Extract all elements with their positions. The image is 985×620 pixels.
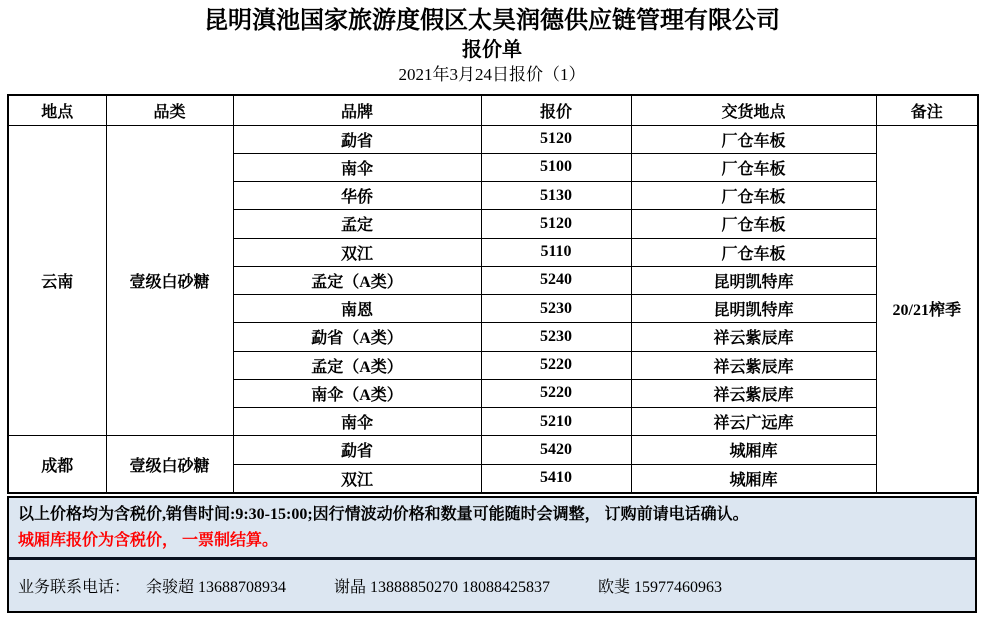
price-cell: 5420 bbox=[481, 436, 631, 464]
contact-entry: 欧斐 15977460963 bbox=[598, 579, 723, 596]
price-cell: 5230 bbox=[481, 295, 631, 323]
note-line-1: 以上价格均为含税价,销售时间:9:30-15:00;因行情波动价格和数量可能随时会调整， 订购前请电话确认。 bbox=[18, 506, 749, 523]
price-cell: 5220 bbox=[481, 379, 631, 407]
brand-cell: 华侨 bbox=[233, 182, 481, 210]
delivery-cell: 厂仓车板 bbox=[631, 153, 876, 181]
delivery-cell: 祥云紫辰库 bbox=[631, 323, 876, 351]
company-title: 昆明滇池国家旅游度假区太昊润德供应链管理有限公司 bbox=[204, 8, 780, 34]
brand-cell: 孟定（A类） bbox=[233, 266, 481, 294]
header-cell-delivery: 交货地点 bbox=[631, 95, 876, 125]
delivery-cell: 昆明凯特库 bbox=[631, 295, 876, 323]
table-row bbox=[8, 125, 978, 153]
delivery-cell: 城厢库 bbox=[631, 436, 876, 464]
brand-cell: 孟定 bbox=[233, 210, 481, 238]
contact-panel bbox=[9, 560, 975, 611]
brand-cell: 勐省（A类） bbox=[233, 323, 481, 351]
category-cell: 壹级白砂糖 bbox=[106, 125, 233, 436]
delivery-cell: 厂仓车板 bbox=[631, 125, 876, 153]
contact-label: 业务联系电话： bbox=[18, 579, 131, 596]
table-row bbox=[8, 436, 978, 464]
quotation-table-body bbox=[8, 125, 978, 493]
quotation-table bbox=[7, 94, 979, 494]
header-cell-remark: 备注 bbox=[876, 95, 978, 125]
date-line: 2021年3月24日报价（1） bbox=[398, 65, 586, 84]
notes-panel bbox=[9, 498, 975, 560]
header-cell-price: 报价 bbox=[481, 95, 631, 125]
price-cell: 5240 bbox=[481, 266, 631, 294]
delivery-cell: 厂仓车板 bbox=[631, 210, 876, 238]
price-cell: 5410 bbox=[481, 464, 631, 493]
brand-cell: 南伞（A类） bbox=[233, 379, 481, 407]
table-header-row bbox=[8, 95, 978, 125]
location-cell: 成都 bbox=[8, 436, 106, 493]
brand-cell: 孟定（A类） bbox=[233, 351, 481, 379]
price-cell: 5120 bbox=[481, 125, 631, 153]
delivery-cell: 厂仓车板 bbox=[631, 238, 876, 266]
contact-entry: 谢晶 13888850270 18088425837 bbox=[334, 579, 551, 596]
doc-title: 报价单 bbox=[462, 39, 522, 61]
remark-cell: 20/21榨季 bbox=[876, 125, 978, 493]
header-cell-category: 品类 bbox=[106, 95, 233, 125]
location-cell: 云南 bbox=[8, 125, 106, 436]
delivery-cell: 厂仓车板 bbox=[631, 182, 876, 210]
delivery-cell: 祥云紫辰库 bbox=[631, 351, 876, 379]
price-cell: 5220 bbox=[481, 351, 631, 379]
delivery-cell: 祥云紫辰库 bbox=[631, 379, 876, 407]
price-cell: 5100 bbox=[481, 153, 631, 181]
price-cell: 5110 bbox=[481, 238, 631, 266]
footer-panels bbox=[7, 496, 977, 613]
delivery-cell: 昆明凯特库 bbox=[631, 266, 876, 294]
header-cell-brand: 品牌 bbox=[233, 95, 481, 125]
brand-cell: 双江 bbox=[233, 238, 481, 266]
delivery-cell: 城厢库 bbox=[631, 464, 876, 493]
price-cell: 5210 bbox=[481, 408, 631, 436]
brand-cell: 双江 bbox=[233, 464, 481, 493]
brand-cell: 勐省 bbox=[233, 436, 481, 464]
title-block bbox=[7, 0, 977, 87]
price-cell: 5120 bbox=[481, 210, 631, 238]
brand-cell: 南恩 bbox=[233, 295, 481, 323]
brand-cell: 南伞 bbox=[233, 153, 481, 181]
brand-cell: 南伞 bbox=[233, 408, 481, 436]
contact-entry: 余骏超 13688708934 bbox=[146, 579, 287, 596]
price-cell: 5130 bbox=[481, 182, 631, 210]
delivery-cell: 祥云广远库 bbox=[631, 408, 876, 436]
brand-cell: 勐省 bbox=[233, 125, 481, 153]
price-cell: 5230 bbox=[481, 323, 631, 351]
category-cell: 壹级白砂糖 bbox=[106, 436, 233, 493]
header-cell-location: 地点 bbox=[8, 95, 106, 125]
note-line-2-red: 城厢库报价为含税价， 一票制结算。 bbox=[18, 532, 279, 549]
